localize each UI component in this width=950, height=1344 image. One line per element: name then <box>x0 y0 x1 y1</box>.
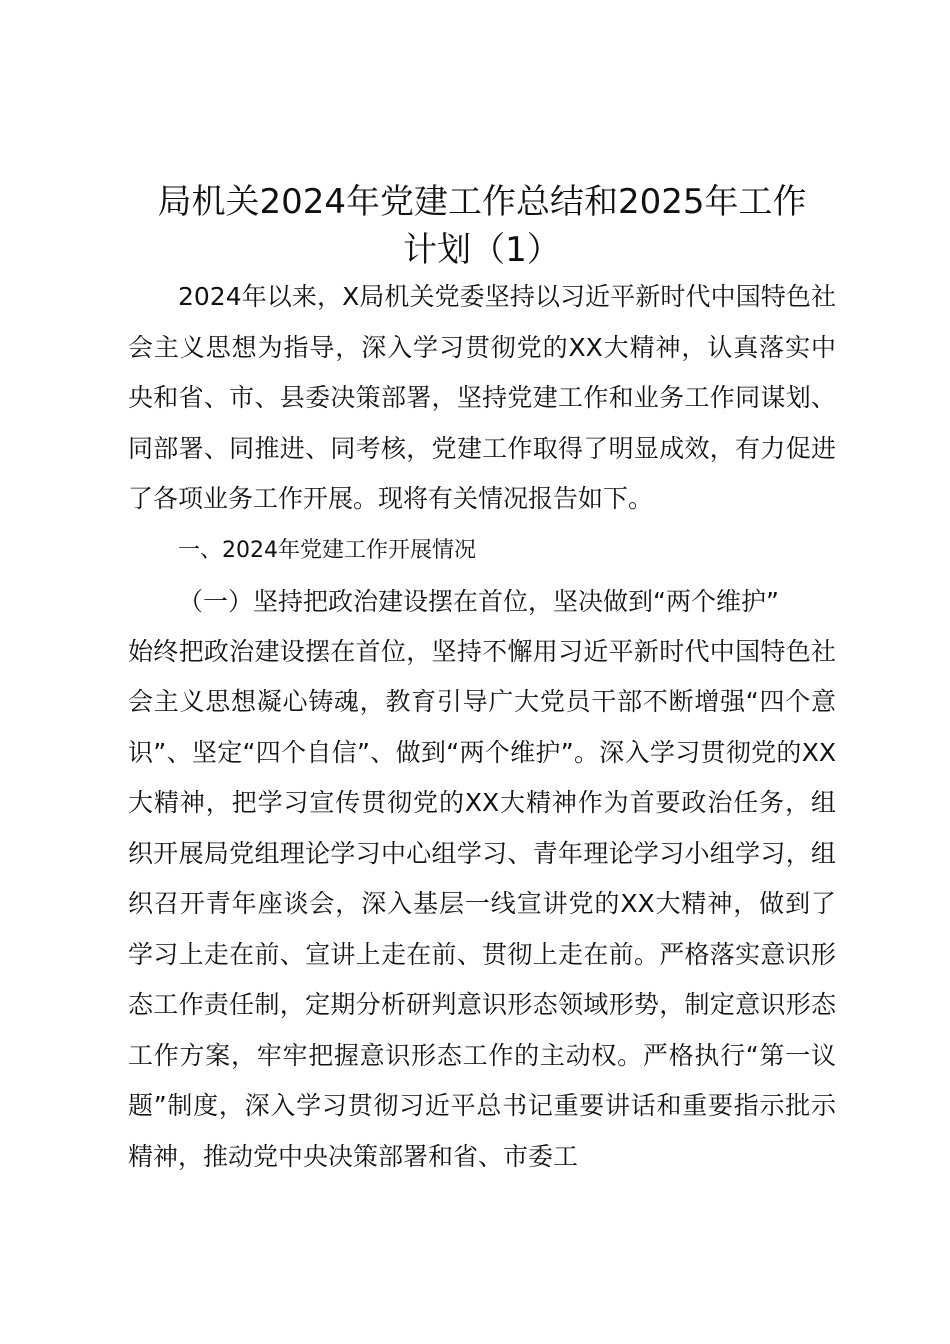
document-title <box>128 178 836 274</box>
section-heading: 一、2024年党建工作开展情况 <box>178 537 476 563</box>
intro-paragraph: 2024年以来，X局机关党委坚持以习近平新时代中国特色社会主义思想为指导，深入学习贯彻党的XX大精神，认真落实中央和省、市、县委决策部署，坚持党建工作和业务工作同谋划、同部署、同推进、同考核，党建工作取得了明显成效，有力促进了各项业务工作开展。现将有关情况报告如下。 <box>128 282 836 513</box>
body-paragraph: 始终把政治建设摆在首位，坚持不懈用习近平新时代中国特色社会主义思想凝心铸魂，教育引导广大党员干部不断增强“四个意识”、坚定“四个自信”、做到“两个维护”。深入学习贯彻党的XX大精神，把学习宣传贯彻党的XX大精神作为首要政治任务，组织开展局党组理论学习中心组学习、青年理论学习小组学习，组织召开青年座谈会，深入基层一线宣讲党的XX大精神，做到了学习上走在前、宣讲上走在前、贯彻上走在前。严格落实意识形态工作责任制，定期分析研判意识形态领域形势，制定意识形态工作方案，牢牢把握意识形态工作的主动权。严格执行“第一议题”制度，深入学习贯彻习近平总书记重要讲话和重要指示批示精神，推动党中央决策部署和省、市委工 <box>128 636 836 1171</box>
document-page <box>128 178 836 1182</box>
subsection-heading: （一）坚持把政治建设摆在首位，坚决做到“两个维护” <box>178 586 779 616</box>
title-line-1: 局机关2024年党建工作总结和2025年工作 <box>157 182 807 222</box>
title-line-2: 计划（1） <box>403 230 561 270</box>
